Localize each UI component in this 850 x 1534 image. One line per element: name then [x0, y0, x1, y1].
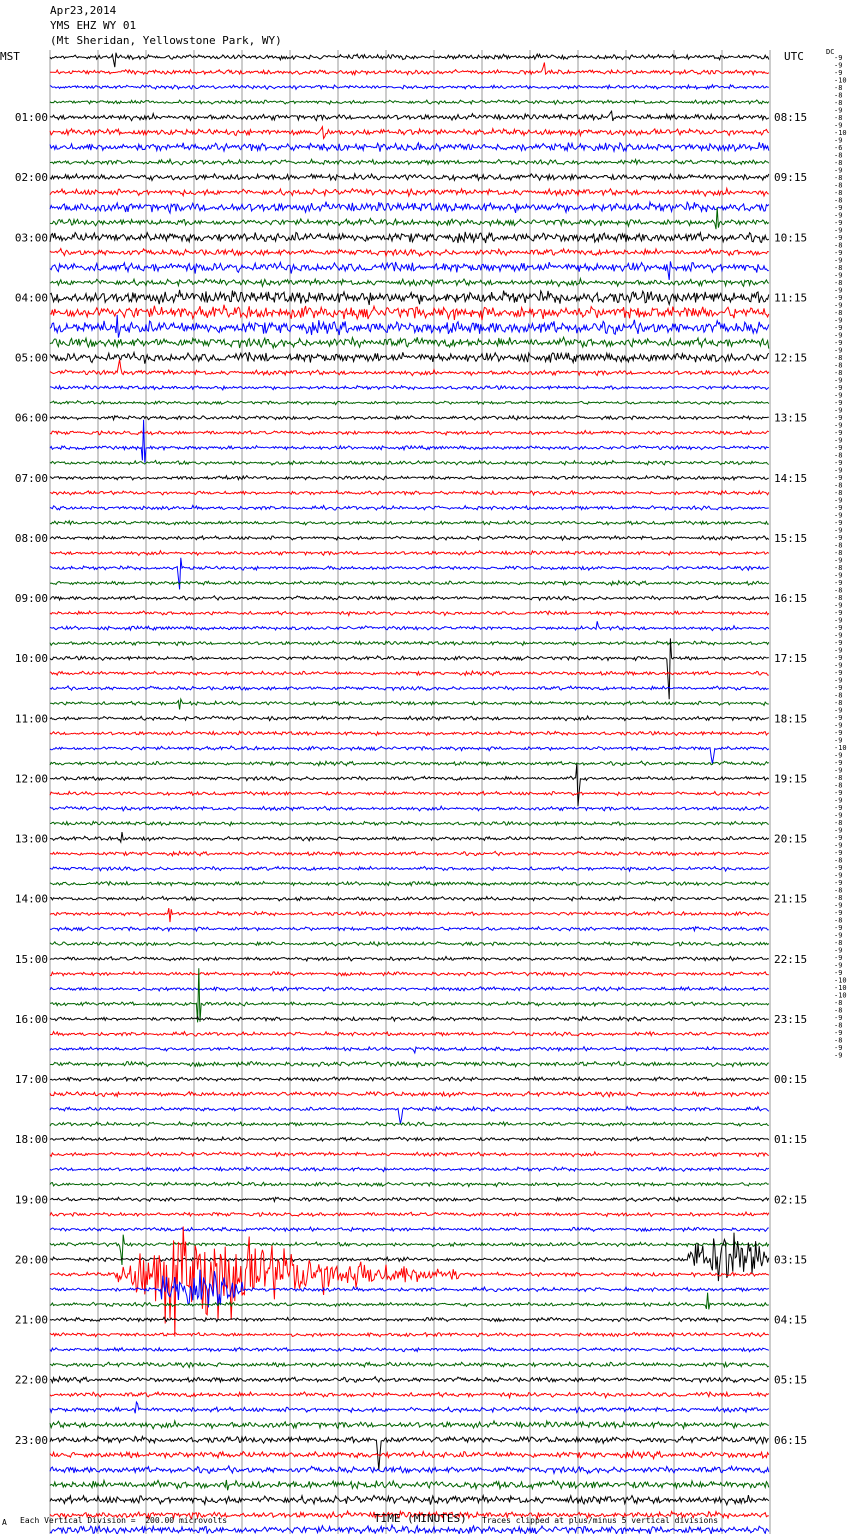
trace-row-37	[50, 611, 769, 616]
trace-row-60	[50, 957, 769, 962]
clip-value: -9	[834, 871, 843, 880]
clip-value: -8	[834, 174, 843, 182]
right-hour-labels	[774, 111, 807, 1447]
left-hour-label: 16:00	[14, 1012, 48, 1026]
trace-row-40	[50, 638, 769, 699]
x-axis-title: TIME (MINUTES)	[374, 1512, 467, 1525]
scale-note: Each Vertical Division = 200.00 microvolts	[20, 1516, 228, 1525]
trace-row-39	[50, 641, 769, 646]
clip-value: -9	[834, 136, 843, 145]
clip-value: -8	[834, 564, 843, 572]
clip-value: -8	[834, 819, 843, 827]
trace-row-41	[50, 671, 769, 676]
clip-value: -9	[834, 256, 843, 265]
clip-value: -9	[834, 909, 843, 917]
clip-value: -8	[834, 241, 843, 250]
trace-row-35	[50, 581, 769, 586]
trace-row-23	[50, 401, 769, 405]
trace-row-30	[50, 506, 769, 511]
left-hour-label: 09:00	[14, 592, 48, 606]
clip-value: -9	[834, 54, 843, 62]
clip-value: -8	[834, 361, 843, 370]
trace-row-4	[50, 111, 769, 121]
left-hour-label: 19:00	[14, 1193, 48, 1207]
left-timezone-label: MST	[0, 50, 20, 63]
dc-label: DC	[826, 48, 835, 56]
trace-row-78	[50, 1227, 769, 1231]
clip-value: -9	[834, 961, 843, 970]
trace-row-38	[50, 621, 769, 630]
trace-row-73	[50, 1152, 769, 1157]
clip-value: -9	[834, 789, 843, 797]
clip-value: -9	[834, 496, 843, 505]
trace-row-83	[50, 1293, 769, 1310]
left-hour-label: 21:00	[14, 1313, 48, 1327]
trace-row-47	[50, 761, 769, 766]
clip-value: -9	[834, 234, 843, 242]
trace-row-34	[50, 558, 769, 590]
trace-row-63	[50, 968, 769, 1022]
left-hour-label: 11:00	[14, 712, 48, 726]
clip-value: -9	[834, 204, 843, 212]
trace-row-68	[50, 1077, 769, 1081]
clip-value: -9	[834, 106, 843, 115]
clip-value: -9	[834, 436, 843, 445]
clip-value: -9	[834, 226, 843, 235]
trace-row-71	[50, 1122, 769, 1126]
right-hour-label: 12:15	[774, 351, 808, 365]
clip-value: -9	[834, 121, 843, 130]
right-hour-label: 06:15	[774, 1433, 808, 1447]
clip-value: -8	[834, 1006, 843, 1015]
clip-value: -8	[834, 586, 843, 595]
trace-row-61	[50, 972, 769, 976]
clip-value: -10	[834, 976, 847, 985]
trace-row-8	[50, 174, 769, 181]
clip-value: -9	[834, 654, 843, 662]
clip-value: -9	[834, 841, 843, 850]
clip-value: -9	[834, 616, 843, 625]
clip-value: -8	[834, 181, 843, 190]
clip-value-labels	[834, 54, 847, 1060]
trace-row-90	[50, 1402, 769, 1413]
clip-value: -9	[834, 1014, 843, 1022]
trace-row-65	[50, 1032, 769, 1036]
trace-row-64	[50, 1017, 769, 1021]
clip-value: -9	[834, 646, 843, 655]
trace-row-87	[50, 1362, 769, 1367]
clip-value: -10	[834, 129, 847, 137]
trace-row-84	[50, 1317, 769, 1321]
clip-value: -9	[834, 721, 843, 730]
clip-value: -9	[834, 849, 843, 857]
clip-value: -9	[834, 519, 843, 527]
trace-row-0	[50, 53, 769, 67]
trace-row-55	[50, 881, 769, 885]
clip-value: -9	[834, 879, 843, 887]
clip-value: -8	[834, 369, 843, 377]
clip-value: -9	[834, 1044, 843, 1052]
trace-row-5	[50, 127, 769, 139]
right-hour-label: 08:15	[774, 111, 808, 125]
trace-row-85	[50, 1333, 769, 1337]
clip-value: -9	[834, 526, 843, 535]
left-hour-label: 06:00	[14, 411, 48, 425]
trace-row-98	[50, 1525, 769, 1534]
clip-value: -9	[834, 166, 843, 175]
clip-value: -9	[834, 571, 843, 580]
trace-row-50	[50, 806, 769, 811]
right-hour-label: 18:15	[774, 712, 808, 726]
right-hour-label: 02:15	[774, 1193, 808, 1207]
trace-row-67	[50, 1061, 769, 1066]
clip-value: -8	[834, 354, 843, 362]
trace-row-13	[50, 249, 769, 257]
clip-value: -9	[834, 669, 843, 677]
clip-value: -10	[834, 76, 847, 85]
trace-row-44	[50, 716, 769, 721]
trace-row-29	[50, 491, 769, 495]
trace-row-57	[50, 908, 769, 922]
left-hour-label: 08:00	[14, 531, 48, 545]
trace-row-74	[50, 1167, 769, 1172]
trace-row-93	[50, 1451, 769, 1459]
trace-row-59	[50, 942, 769, 946]
clip-value: -9	[834, 661, 843, 670]
trace-row-7	[50, 159, 769, 165]
left-hour-label: 12:00	[14, 772, 48, 786]
clip-value: -9	[834, 391, 843, 400]
clip-value: -8	[834, 196, 843, 205]
trace-row-45	[50, 731, 769, 736]
clip-value: -9	[834, 826, 843, 835]
right-hour-label: 05:15	[774, 1373, 808, 1387]
right-hour-label: 23:15	[774, 1012, 808, 1026]
clip-value: -9	[834, 211, 843, 220]
clip-value: -9	[834, 864, 843, 872]
trace-row-31	[50, 521, 769, 525]
left-hour-label: 03:00	[14, 231, 48, 245]
clip-value: -6	[834, 144, 843, 152]
seismic-traces	[50, 53, 769, 1534]
clip-value: -9	[834, 444, 843, 452]
right-hour-label: 16:15	[774, 592, 808, 606]
clip-value: -8	[834, 894, 843, 902]
clip-value: -9	[834, 414, 843, 422]
clip-value: -9	[834, 286, 843, 295]
clip-value: -9	[834, 901, 843, 910]
clip-value: -9	[834, 624, 843, 632]
trace-row-94	[50, 1466, 769, 1474]
trace-row-88	[50, 1377, 769, 1383]
clip-value: -9	[834, 924, 843, 932]
trace-row-1	[50, 63, 769, 75]
clip-value: -9	[834, 399, 843, 407]
clip-value: -9	[834, 736, 843, 745]
clip-value: -10	[834, 984, 847, 992]
clip-value: -9	[834, 534, 843, 542]
trace-row-70	[50, 1107, 769, 1124]
trace-row-24	[50, 416, 769, 420]
trace-row-26	[50, 420, 769, 463]
clip-value: -9	[834, 459, 843, 467]
clip-value: -9	[834, 376, 843, 385]
clip-value: -9	[834, 946, 843, 955]
trace-row-92	[50, 1436, 769, 1470]
trace-row-79	[50, 1235, 769, 1265]
clip-value: -8	[834, 84, 843, 92]
trace-row-77	[50, 1212, 769, 1217]
clip-value: -9	[834, 219, 843, 227]
clip-value: -9	[834, 69, 843, 77]
clip-value: -8	[834, 159, 843, 167]
left-hour-labels	[15, 111, 48, 1447]
clip-value: -8	[834, 999, 843, 1007]
clip-value: -8	[834, 699, 843, 707]
clip-value: -9	[834, 1029, 843, 1037]
clip-value: -9	[834, 324, 843, 332]
trace-row-43	[50, 699, 769, 709]
clip-value: -9	[834, 1051, 843, 1060]
trace-row-15	[50, 279, 769, 287]
clip-value: -8	[834, 549, 843, 557]
clip-value: -10	[834, 744, 847, 752]
trace-row-28	[50, 476, 769, 480]
clip-value: -9	[834, 811, 843, 820]
trace-row-16	[50, 290, 769, 305]
trace-row-33	[50, 551, 769, 556]
trace-row-6	[50, 142, 769, 152]
clip-value: -9	[834, 706, 843, 715]
clip-value: -9	[834, 61, 843, 70]
location-label: (Mt Sheridan, Yellowstone Park, WY)	[50, 34, 282, 47]
clip-value: -9	[834, 834, 843, 842]
left-hour-label: 14:00	[14, 892, 48, 906]
clip-value: -8	[834, 151, 843, 160]
trace-row-20	[50, 352, 769, 364]
clip-value: -8	[834, 1036, 843, 1045]
trace-row-21	[50, 360, 769, 376]
station-label: YMS EHZ WY 01	[50, 19, 137, 32]
trace-row-91	[50, 1421, 769, 1429]
right-hour-label: 04:15	[774, 1313, 808, 1327]
right-hour-label: 20:15	[774, 832, 808, 846]
clip-value: -8	[834, 691, 843, 700]
clip-value: -9	[834, 766, 843, 775]
clip-value: -9	[834, 511, 843, 520]
clip-note: Traces clipped at plus/minus 5 vertical divisions	[482, 1516, 719, 1525]
clip-value: -9	[834, 331, 843, 340]
clip-value: -8	[834, 594, 843, 602]
trace-row-14	[50, 261, 769, 280]
clip-value: -8	[834, 781, 843, 790]
clip-value: -9	[834, 969, 843, 977]
left-hour-label: 02:00	[14, 171, 48, 185]
clip-value: -8	[834, 489, 843, 497]
clip-value: -9	[834, 271, 843, 280]
clip-value: -8	[834, 774, 843, 782]
trace-row-19	[50, 337, 769, 348]
trace-row-17	[50, 305, 769, 321]
clip-value: -9	[834, 339, 843, 347]
clip-value: -9	[834, 301, 843, 310]
clip-value: -9	[834, 579, 843, 587]
trace-row-10	[50, 202, 769, 213]
trace-row-18	[50, 315, 769, 338]
clip-value: -8	[834, 99, 843, 107]
clip-value: -8	[834, 1021, 843, 1030]
clip-value: -9	[834, 249, 843, 257]
left-hour-label: 04:00	[14, 291, 48, 305]
left-hour-label: 05:00	[14, 351, 48, 365]
clip-value: -9	[834, 406, 843, 415]
clip-value: -8	[834, 264, 843, 272]
clip-value: -9	[834, 729, 843, 737]
clip-value: -9	[834, 504, 843, 512]
clip-value: -9	[834, 954, 843, 962]
clip-value: -8	[834, 916, 843, 925]
trace-row-12	[50, 232, 769, 243]
clip-value: -9	[834, 421, 843, 430]
right-hour-label: 14:15	[774, 471, 808, 485]
trace-row-32	[50, 536, 769, 540]
right-hour-label: 15:15	[774, 531, 808, 545]
clip-value: -9	[834, 631, 843, 640]
trace-row-86	[50, 1348, 769, 1352]
footer-mark: A	[2, 1518, 7, 1527]
clip-value: -8	[834, 856, 843, 865]
clip-value: -10	[834, 991, 847, 1000]
trace-row-72	[50, 1137, 769, 1141]
right-hour-label: 17:15	[774, 652, 808, 666]
clip-value: -9	[834, 466, 843, 475]
clip-value: -8	[834, 939, 843, 947]
date-label: Apr23,2014	[50, 4, 117, 17]
trace-row-89	[50, 1392, 769, 1398]
clip-value: -9	[834, 474, 843, 482]
clip-value: -9	[834, 609, 843, 617]
trace-row-48	[50, 764, 769, 806]
clip-value: -9	[834, 796, 843, 805]
trace-row-42	[50, 686, 769, 691]
clip-value: -9	[834, 346, 843, 355]
clip-value: -8	[834, 279, 843, 287]
left-hour-label: 10:00	[14, 652, 48, 666]
right-timezone-label: UTC	[784, 50, 804, 63]
clip-value: -9	[834, 316, 843, 325]
trace-row-62	[50, 987, 769, 991]
trace-row-53	[50, 851, 769, 856]
clip-value: -9	[834, 759, 843, 767]
clip-value: -9	[834, 684, 843, 692]
right-hour-label: 03:15	[774, 1253, 808, 1267]
trace-row-9	[50, 188, 769, 196]
trace-row-76	[50, 1197, 769, 1201]
clip-value: -8	[834, 91, 843, 100]
left-hour-label: 01:00	[14, 111, 48, 125]
clip-value: -9	[834, 384, 843, 392]
right-hour-label: 11:15	[774, 291, 808, 305]
trace-row-22	[50, 386, 769, 390]
clip-value: -9	[834, 931, 843, 940]
clip-value: -9	[834, 294, 843, 302]
right-hour-label: 09:15	[774, 171, 808, 185]
left-hour-label: 22:00	[14, 1373, 48, 1387]
right-hour-label: 19:15	[774, 772, 808, 786]
trace-row-46	[50, 746, 769, 764]
trace-row-75	[50, 1182, 769, 1187]
clip-value: -9	[834, 639, 843, 647]
clip-value: -8	[834, 309, 843, 317]
clip-value: -8	[834, 114, 843, 122]
left-hour-label: 17:00	[14, 1073, 48, 1087]
right-hour-label: 10:15	[774, 231, 808, 245]
trace-row-69	[50, 1092, 769, 1097]
clip-value: -9	[834, 429, 843, 437]
clip-value: -9	[834, 556, 843, 565]
trace-row-25	[50, 431, 769, 436]
trace-row-49	[50, 791, 769, 795]
trace-row-54	[50, 867, 769, 872]
clip-value: -9	[834, 804, 843, 812]
clip-value: -9	[834, 751, 843, 760]
trace-row-3	[50, 100, 769, 105]
trace-row-66	[50, 1047, 769, 1053]
left-hour-label: 13:00	[14, 832, 48, 846]
trace-row-56	[50, 896, 769, 901]
trace-row-96	[50, 1495, 769, 1505]
right-hour-label: 00:15	[774, 1073, 808, 1087]
left-hour-label: 15:00	[14, 952, 48, 966]
clip-value: -9	[834, 714, 843, 722]
left-hour-label: 18:00	[14, 1133, 48, 1147]
left-hour-label: 07:00	[14, 471, 48, 485]
clip-value: -8	[834, 451, 843, 460]
clip-value: -8	[834, 189, 843, 197]
left-hour-label: 20:00	[14, 1253, 48, 1267]
clip-value: -8	[834, 886, 843, 895]
trace-row-95	[50, 1480, 769, 1490]
right-hour-label: 13:15	[774, 411, 808, 425]
clip-value: -8	[834, 541, 843, 550]
clip-value: -9	[834, 676, 843, 685]
trace-row-51	[50, 821, 769, 825]
trace-row-27	[50, 461, 769, 466]
right-hour-label: 01:15	[774, 1133, 808, 1147]
left-hour-label: 23:00	[14, 1433, 48, 1447]
clip-value: -8	[834, 481, 843, 490]
trace-row-58	[50, 927, 769, 931]
trace-row-36	[50, 596, 769, 601]
trace-row-52	[50, 832, 769, 842]
clip-value: -9	[834, 601, 843, 610]
right-hour-label: 21:15	[774, 892, 808, 906]
right-hour-label: 22:15	[774, 952, 808, 966]
trace-row-2	[50, 85, 769, 90]
